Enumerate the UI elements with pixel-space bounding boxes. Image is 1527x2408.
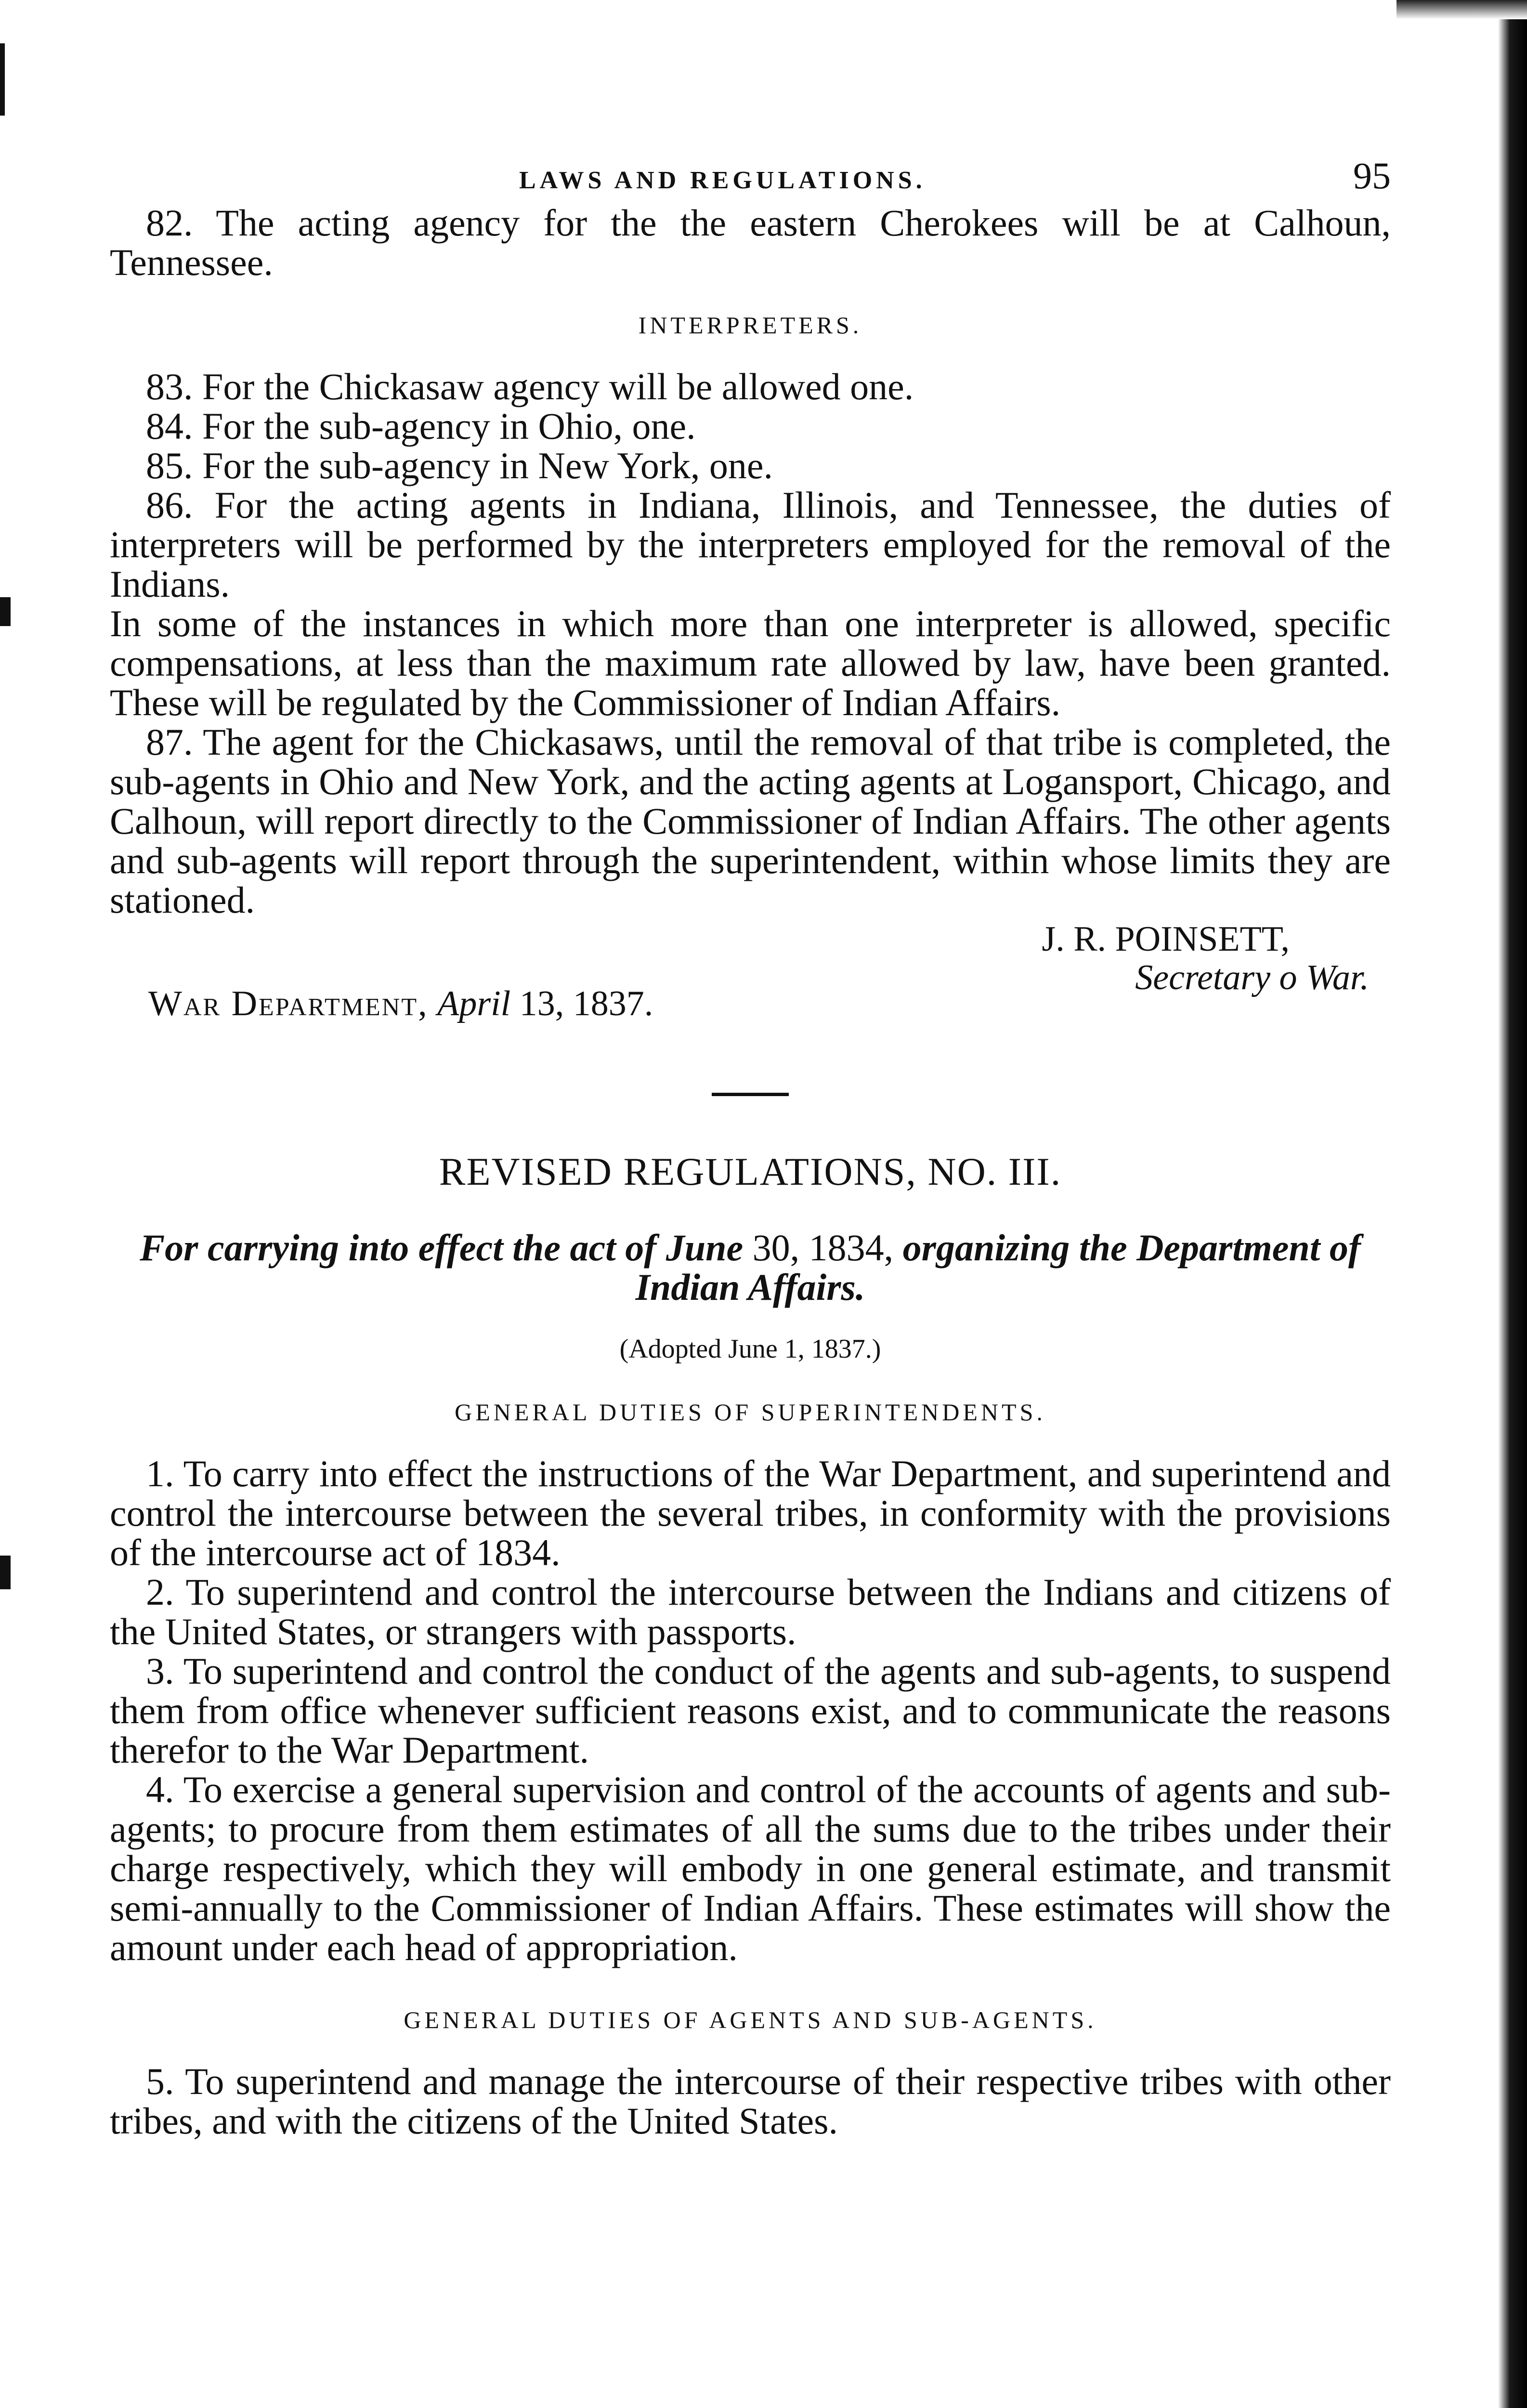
interpreters-section (110, 367, 1391, 920)
scan-mark-left (0, 1556, 11, 1589)
scan-mark-left (0, 43, 5, 116)
superintendents-section (110, 1454, 1391, 1967)
paragraph-5: 5. To superintend and manage the intercourse of their respective tribes with other tribes, and with the citizens of the United States. (110, 2060, 1391, 2142)
dateline-month: April (437, 984, 511, 1023)
paragraph-82: 82. The acting agency for the the eastern Cherokees will be at Calhoun, Tennessee. (110, 202, 1391, 283)
interpreters-heading: INTERPRETERS. (638, 312, 862, 339)
paragraph-84: 84. For the sub-agency in Ohio, one. (146, 405, 696, 447)
paragraph-1: 1. To carry into effect the instructions of the War Department, and superintend and control the intercourse between the several tribes, in conformity with the provisions of the intercourse act of 1834. (110, 1453, 1391, 1573)
running-head (110, 154, 1391, 197)
paragraph-86: 86. For the acting agents in Indiana, Illinois, and Tennessee, the duties of interpreters will be performed by the interpreters employed for the removal of the Indians. (110, 484, 1391, 605)
paragraph-4: 4. To exercise a general supervision and control of the accounts of agents and sub-agents; to procure from them estimates of all the sums due to the tribes under their charge respectively, which they will embody in one general estimate, and transmit semi-annually to the Commissioner of Indian Affairs. These estimates will show the amount under each head of appropriation. (110, 1768, 1391, 1968)
section-divider (712, 1093, 789, 1096)
paragraphs-top (110, 203, 1391, 282)
paragraph-83: 83. For the Chickasaw agency will be allowed one. (146, 366, 914, 407)
page-number: 95 (1353, 155, 1391, 196)
revised-regulations-subtitle (110, 1228, 1391, 1307)
signature-title: Secretary o War. (1135, 958, 1369, 997)
revised-regulations-title: REVISED REGULATIONS, NO. III. (439, 1150, 1062, 1193)
subtitle-date: 30, 1834, (752, 1227, 894, 1269)
superintendents-heading: GENERAL DUTIES OF SUPERINTENDENTS. (455, 1399, 1046, 1426)
paragraph-87: 87. The agent for the Chickasaws, until the removal of that tribe is completed, the sub-agents in Ohio and New York, and the acting agents at Logansport, Chicago, and Calhoun, will report directly to the Commissioner of Indian Affairs. The other agents and sub-agents will report through the superintendent, within whose limits they are stationed. (110, 721, 1391, 921)
running-title: LAWS AND REGULATIONS. (519, 167, 926, 194)
agents-heading: GENERAL DUTIES OF AGENTS AND SUB-AGENTS. (404, 2006, 1097, 2033)
paragraph-note: In some of the instances in which more than one interpreter is allowed, specific compensations, at less than the maximum rate allowed by law, have been granted. These will be regulated by the Commissioner of Indian Affairs. (110, 602, 1391, 723)
agents-section (110, 2062, 1391, 2141)
scan-mark-left (0, 597, 11, 626)
dateline-date: 13, 1837. (519, 984, 653, 1023)
subtitle-part2: organizing the Department of Indian Affairs. (635, 1227, 1361, 1308)
signature-name: J. R. POINSETT, (1042, 919, 1290, 959)
subtitle-part1: For carrying into effect the act of June (140, 1227, 744, 1269)
adopted-note: (Adopted June 1, 1837.) (619, 1334, 881, 1364)
paragraph-3: 3. To superintend and control the conduct of the agents and sub-agents, to suspend them from office whenever sufficient reasons exist, and to communicate the reasons therefor to the War Department. (110, 1650, 1391, 1771)
scan-edge-top (1396, 0, 1527, 19)
dateline-place: War Department, (148, 984, 429, 1023)
book-page (110, 154, 1391, 2141)
paragraph-2: 2. To superintend and control the intercourse between the Indians and citizens of the United States, or strangers with passports. (110, 1571, 1391, 1652)
paragraph-85: 85. For the sub-agency in New York, one. (146, 445, 773, 486)
scan-edge-right (1498, 0, 1527, 2408)
